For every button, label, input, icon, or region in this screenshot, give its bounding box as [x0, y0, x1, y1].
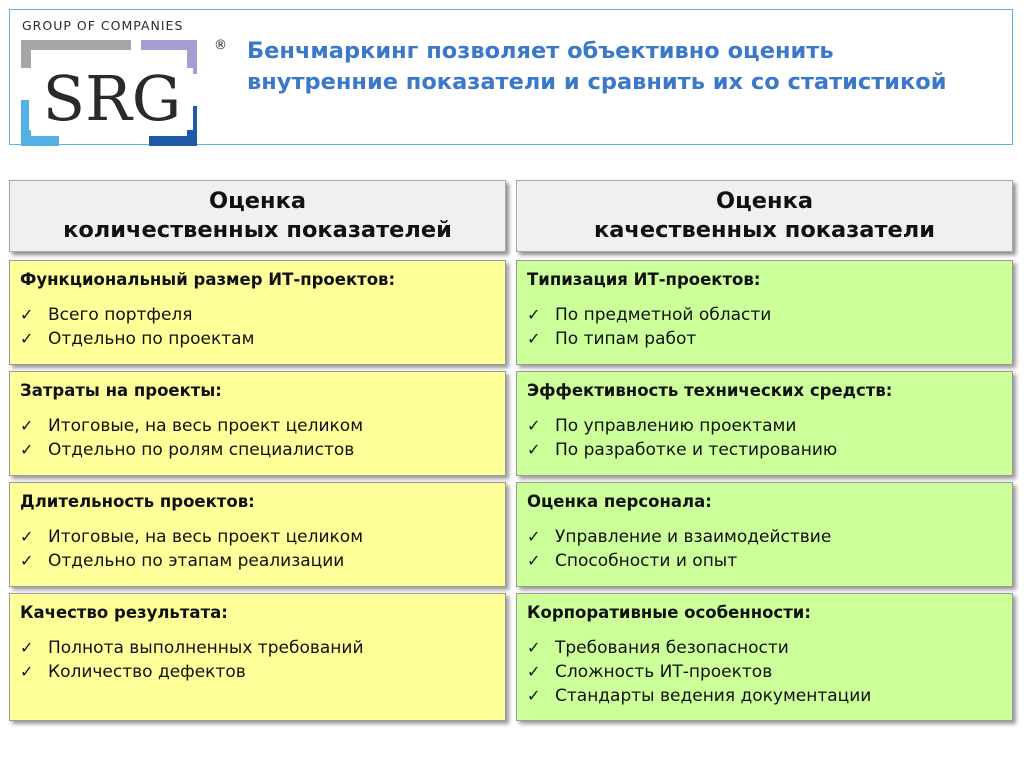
list-item-text: По управлению проектами [555, 416, 797, 436]
list-item [527, 438, 1002, 462]
logo-text: SRG [42, 62, 182, 135]
list-item [527, 660, 1002, 684]
list-item [527, 303, 1002, 327]
list-item [20, 549, 495, 573]
list-item-text: Требования безопасности [555, 638, 789, 658]
card-title: Функциональный размер ИТ-проектов: [20, 270, 396, 289]
left-card [9, 371, 506, 476]
column-header-line2: качественных показатели [593, 217, 936, 243]
right-card [516, 371, 1013, 476]
card-list [527, 636, 1002, 708]
card-title: Качество результата: [20, 603, 228, 622]
list-item [20, 660, 495, 684]
card-list [20, 303, 495, 351]
list-item [20, 327, 495, 351]
list-item [527, 525, 1002, 549]
list-item-text: Всего портфеля [48, 305, 193, 325]
list-item-text: По предметной области [555, 305, 772, 325]
checkmark-icon: ✓ [20, 305, 34, 324]
list-item [20, 303, 495, 327]
checkmark-icon: ✓ [527, 329, 541, 348]
column-header-qualitative [516, 180, 1013, 252]
list-item-text: Управление и взаимодействие [555, 527, 832, 547]
list-item [527, 636, 1002, 660]
card-list [20, 636, 495, 684]
logo-caption: GROUP OF COMPANIES [22, 18, 184, 33]
list-item-text: Количество дефектов [48, 662, 246, 682]
list-item-text: Полнота выполненных требований [48, 638, 364, 658]
checkmark-icon: ✓ [20, 638, 34, 657]
checkmark-icon: ✓ [527, 686, 541, 705]
card-list [527, 303, 1002, 351]
left-card [9, 482, 506, 587]
list-item [527, 414, 1002, 438]
list-item [527, 549, 1002, 573]
left-card [9, 260, 506, 365]
card-title: Типизация ИТ-проектов: [527, 270, 761, 289]
list-item [20, 438, 495, 462]
list-item [20, 414, 495, 438]
list-item-text: Способности и опыт [555, 551, 738, 571]
header-banner [9, 9, 1013, 145]
list-item [20, 636, 495, 660]
left-card [9, 593, 506, 721]
column-header-quantitative [9, 180, 506, 252]
card-list [527, 525, 1002, 573]
column-header-line1: Оценка [208, 188, 307, 214]
column-header-line2: количественных показателей [63, 217, 452, 243]
list-item [20, 525, 495, 549]
card-list [20, 525, 495, 573]
card-list [527, 414, 1002, 462]
card-title: Оценка персонала: [527, 492, 712, 511]
list-item-text: Стандарты ведения документации [555, 686, 872, 706]
list-item-text: Отдельно по этапам реализации [48, 551, 345, 571]
list-item [527, 327, 1002, 351]
list-item-text: Отдельно по ролям специалистов [48, 440, 355, 460]
list-item-text: По разработке и тестированию [555, 440, 838, 460]
list-item-text: Отдельно по проектам [48, 329, 255, 349]
registered-mark: ® [214, 38, 227, 53]
srg-logo [21, 18, 226, 146]
checkmark-icon: ✓ [20, 329, 34, 348]
checkmark-icon: ✓ [20, 662, 34, 681]
list-item [527, 684, 1002, 708]
list-item-text: Итоговые, на весь проект целиком [48, 527, 364, 547]
page-title: Бенчмаркинг позволяет объективно оценить внутренние показатели и сравнить их со статистикой [247, 38, 947, 95]
card-title: Эффективность технических средств: [527, 381, 893, 400]
checkmark-icon: ✓ [20, 527, 34, 546]
checkmark-icon: ✓ [527, 551, 541, 570]
right-card [516, 260, 1013, 365]
checkmark-icon: ✓ [20, 416, 34, 435]
checkmark-icon: ✓ [527, 305, 541, 324]
checkmark-icon: ✓ [527, 527, 541, 546]
card-list [20, 414, 495, 462]
card-title: Длительность проектов: [20, 492, 255, 511]
right-card [516, 482, 1013, 587]
checkmark-icon: ✓ [527, 662, 541, 681]
list-item-text: Итоговые, на весь проект целиком [48, 416, 364, 436]
checkmark-icon: ✓ [20, 440, 34, 459]
card-title: Корпоративные особенности: [527, 603, 811, 622]
card-title: Затраты на проекты: [20, 381, 222, 400]
list-item-text: Сложность ИТ-проектов [555, 662, 773, 682]
right-card [516, 593, 1013, 721]
checkmark-icon: ✓ [527, 638, 541, 657]
column-header-line1: Оценка [715, 188, 814, 214]
checkmark-icon: ✓ [527, 440, 541, 459]
checkmark-icon: ✓ [527, 416, 541, 435]
checkmark-icon: ✓ [20, 551, 34, 570]
list-item-text: По типам работ [555, 329, 697, 349]
logo-mark-icon [21, 40, 211, 148]
